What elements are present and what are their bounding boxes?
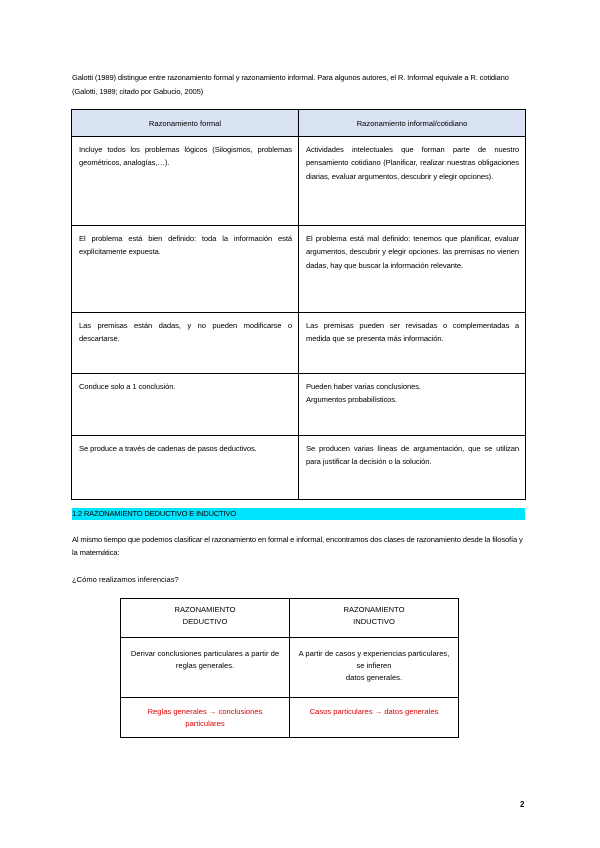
table-row [72, 137, 526, 226]
table-row [72, 313, 526, 374]
deductive-description: Derivar conclusiones particulares a partir de reglas generales. [121, 638, 290, 698]
inductive-description: A partir de casos y experiencias particulares, se infieren datos generales. [290, 638, 459, 698]
cell-formal: Incluye todos los problemas lógicos (Silogismos, problemas geométricos, analogías,…). [72, 137, 299, 226]
comparison-header-row [72, 110, 526, 137]
table-row [72, 226, 526, 313]
inference-header-row [121, 599, 459, 638]
deductive-summary: Reglas generales → conclusiones particulares [121, 698, 290, 738]
comparison-table [71, 109, 526, 500]
cell-formal: Se produce a través de cadenas de pasos deductivos. [72, 436, 299, 500]
inference-footer-row [121, 698, 459, 738]
page-number: 2 [520, 800, 525, 809]
inference-table [120, 598, 459, 738]
cell-formal: Conduce solo a 1 conclusión. [72, 374, 299, 436]
table-row [72, 436, 526, 500]
cell-informal: El problema está mal definido: tenemos que planificar, evaluar argumentos, descubrir y elegir opciones. las premisas no vienen dadas, hay que buscar la información relevante. [299, 226, 526, 313]
header-informal: Razonamiento informal/cotidiano [299, 110, 526, 137]
table-row [72, 374, 526, 436]
header-inductive: RAZONAMIENTO INDUCTIVO [290, 599, 459, 638]
cell-formal: Las premisas están dadas, y no pueden modificarse o descartarse. [72, 313, 299, 374]
cell-informal: Pueden haber varias conclusiones. Argumentos probabilísticos. [299, 374, 526, 436]
section-heading: 1.2 RAZONAMIENTO DEDUCTIVO E INDUCTIVO [72, 508, 525, 520]
cell-informal: Actividades intelectuales que forman parte de nuestro pensamiento cotidiano (Planificar, realizar nuestras obligaciones diarias, evaluar argumentos, descubrir y elegir opciones). [299, 137, 526, 226]
header-formal: Razonamiento formal [72, 110, 299, 137]
question-text: ¿Cómo realizamos inferencias? [72, 575, 179, 584]
inference-body-row [121, 638, 459, 698]
cell-informal: Las premisas pueden ser revisadas o complementadas a medida que se presenta más información. [299, 313, 526, 374]
intro-text: Galotti (1989) distingue entre razonamiento formal y razonamiento informal. Para algunos autores, el R. Informal equivale a R. cotidiano (Galotti, 1989; citado por Gabucio, 2005) [72, 73, 509, 96]
cell-formal: El problema está bien definido: toda la información está explícitamente expuesta. [72, 226, 299, 313]
cell-informal: Se producen varias líneas de argumentación, que se utilizan para justificar la decisión o la solución. [299, 436, 526, 500]
inductive-summary: Casos particulares → datos generales [290, 698, 459, 738]
header-deductive: RAZONAMIENTO DEDUCTIVO [121, 599, 290, 638]
section-paragraph: Al mismo tiempo que podemos clasificar el razonamiento en formal e informal, encontramos dos clases de razonamiento desde la filosofía y la matemática: [72, 535, 523, 558]
